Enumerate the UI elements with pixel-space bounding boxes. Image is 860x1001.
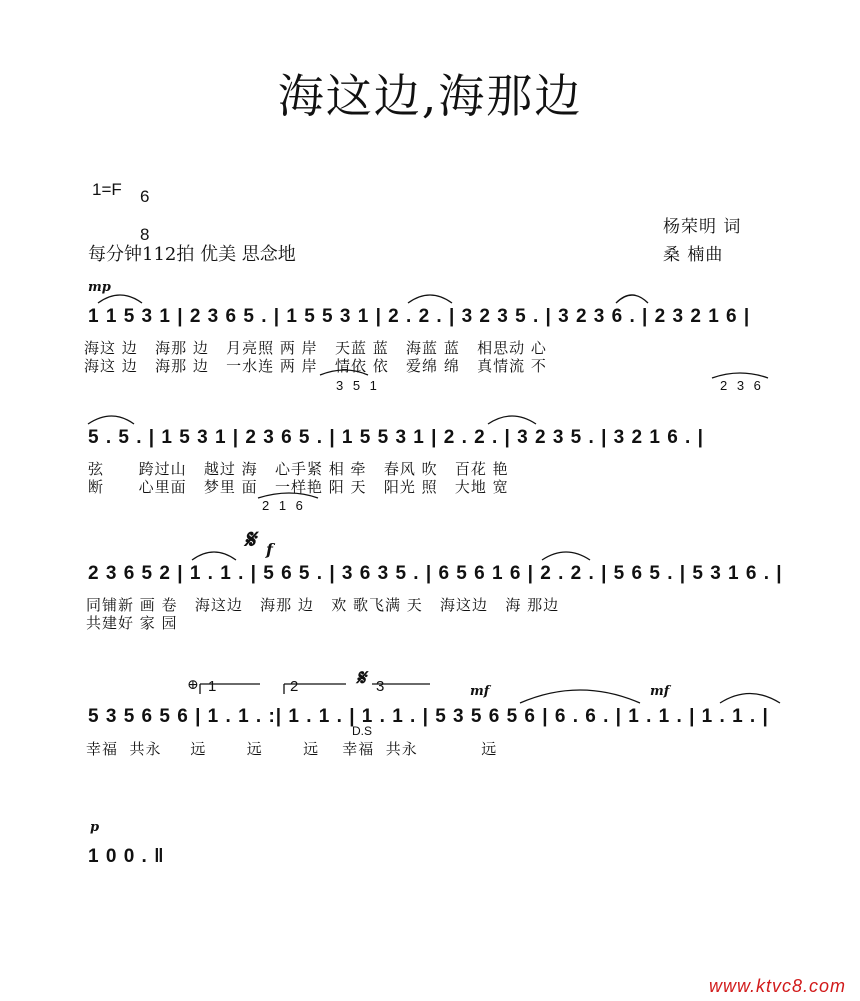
lyrics-line-1-verse-1: 海这 边 海那 边 月亮照 两 岸 天蓝 蓝 海蓝 蓝 相思动 心 (84, 339, 547, 357)
lyrics-line-3-verse-1: 同铺新 画 卷 海这边 海那 边 欢 歌飞满 天 海这边 海 那边 (86, 596, 560, 614)
alt-notes-2a: 2 1 6 (262, 498, 306, 513)
notation-line-2: 5 . 5 . | 1 5 3 1 | 2 3 6 5 . | 1 5 5 3 1 | 2 . 2 . | 3 2 3 5 . | 3 2 1 6 . | (88, 427, 704, 448)
alt-notes-1a: 3 5 1 (336, 378, 380, 393)
composer-credit: 桑 楠曲 (663, 245, 724, 265)
time-signature-bottom: 8 (139, 225, 150, 244)
dynamic-f: f (266, 540, 273, 559)
tempo-marking: 每分钟112拍 优美 思念地 (88, 244, 296, 265)
dynamic-mp: mp (88, 280, 111, 295)
slur (320, 370, 368, 375)
lyricist-credit: 杨荣明 词 (663, 217, 742, 237)
lyrics-line-3-verse-2: 共建好 家 园 (86, 614, 178, 632)
lyrics-line-1-verse-2: 海这 边 海那 边 一水连 两 岸 情依 依 爱绵 绵 真情流 不 (84, 357, 547, 375)
slur (542, 552, 590, 560)
volta-1: 1 (208, 678, 217, 695)
dynamic-mf-2: mf (650, 684, 670, 699)
slur (98, 295, 142, 303)
lyrics-line-4-verse-1: 幸福 共永 远 远 远 幸福 共永 远 (86, 740, 498, 758)
lyrics-line-2-verse-1: 弦 跨过山 越过 海 心手紧 相 牵 春风 吹 百花 艳 (88, 460, 509, 478)
lyrics-line-2-verse-2: 断 心里面 梦里 面 一样艳 阳 天 阳光 照 大地 宽 (88, 478, 509, 496)
slur (712, 373, 768, 378)
slur (616, 295, 648, 303)
slur (488, 416, 536, 424)
dynamic-mf-1: mf (470, 684, 490, 699)
slur (520, 690, 640, 703)
coda-mark: ⊕ (187, 677, 199, 693)
volta-2: 2 (290, 678, 299, 695)
notation-line-1: 1 1 5 3 1 | 2 3 6 5 . | 1 5 5 3 1 | 2 . 2 . | 3 2 3 5 . | 3 2 3 6 . | 2 3 2 1 6 | (88, 306, 751, 327)
slur (720, 694, 780, 704)
notation-line-5: 1 0 0 . ‖ (88, 846, 165, 867)
ds-mark: D.S (352, 724, 373, 738)
dynamic-p: p (90, 820, 100, 835)
segno-mark-2: 𝄋 (356, 665, 366, 691)
volta-3: 3 (376, 678, 385, 695)
time-signature-top: 6 (139, 187, 150, 206)
page-title: 海这边,海那边 (277, 69, 583, 123)
notation-line-3: 2 3 6 5 2 | 1 . 1 . | 5 6 5 . | 3 6 3 5 . | 6 5 6 1 6 | 2 . 2 . | 5 6 5 . | 5 3 1 6 . | (88, 563, 783, 584)
slur (258, 493, 318, 498)
slur (192, 552, 236, 560)
key-signature: 1=F (92, 180, 122, 199)
notation-line-4: 5 3 5 6 5 6 | 1 . 1 . :| 1 . 1 . | 1 . 1 . | 5 3 5 6 5 6 | 6 . 6 . | 1 . 1 . | 1 . 1 . | (88, 706, 769, 727)
slur (408, 295, 452, 303)
slur (88, 416, 134, 424)
footer-watermark: www.ktvc8.com (708, 976, 846, 996)
segno-mark: 𝄋 (244, 525, 256, 555)
alt-notes-1b: 2 3 6 (720, 378, 764, 393)
